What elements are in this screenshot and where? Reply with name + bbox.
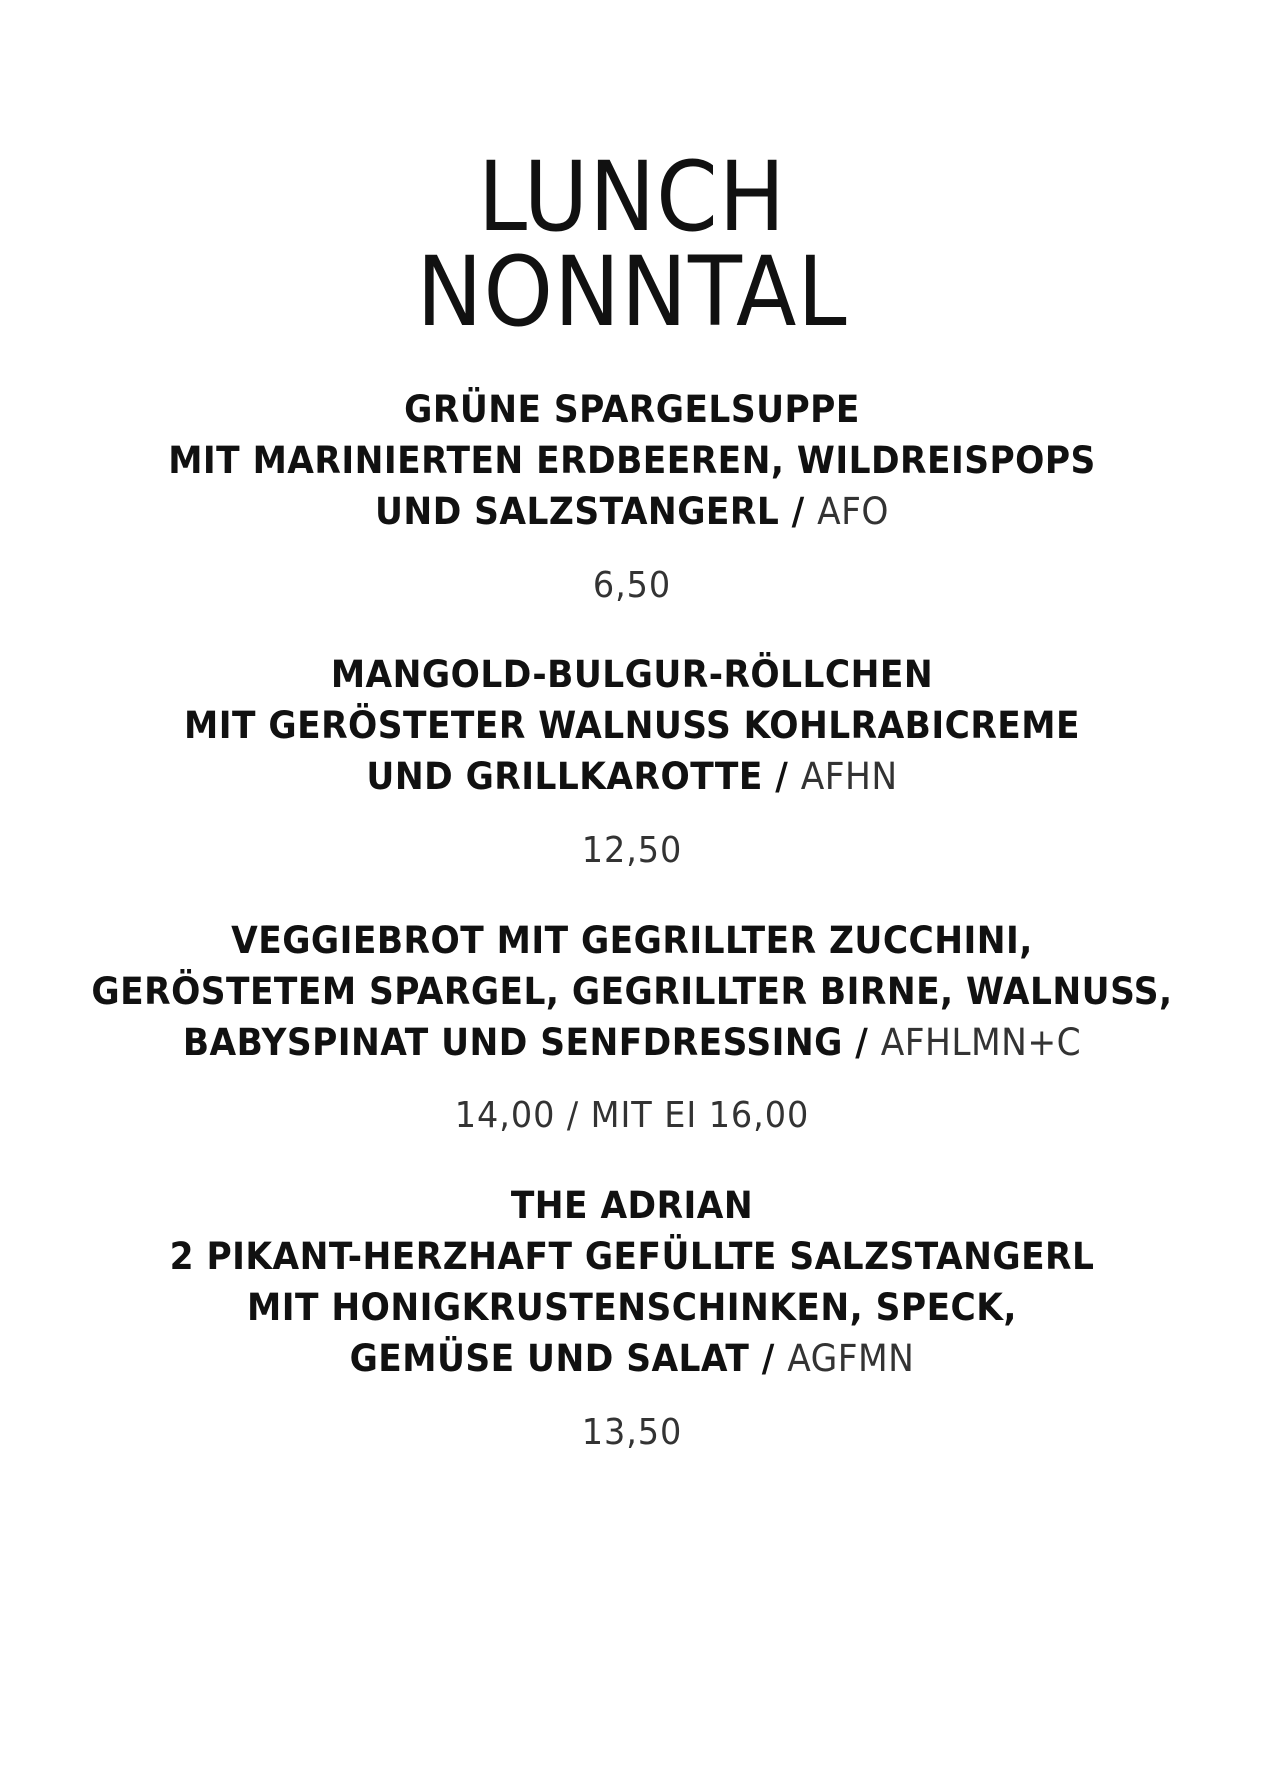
dish-3-price: 14,00 / MIT EI 16,00: [454, 1095, 810, 1136]
dish-4-line-1: THE ADRIAN: [510, 1184, 754, 1227]
dish-2-line-3: [44, 751, 1220, 802]
dish-2-last-line: UND GRILLKAROTTE /: [366, 755, 789, 798]
menu-item-dish-4: [0, 1180, 1264, 1384]
menu-item-dish-3: [0, 915, 1264, 1068]
dish-2-allergens: AFHN: [800, 755, 898, 798]
menu-title-line-2: NONNTAL: [416, 236, 848, 348]
dish-1-allergens: AFO: [817, 490, 889, 533]
dish-4-allergens: AGFMN: [787, 1337, 915, 1380]
menu-title-line-1: LUNCH: [477, 141, 787, 253]
dish-1-line-2: MIT MARINIERTEN ERDBEEREN, WILDREISPOPS: [168, 439, 1096, 482]
dish-3-line-1: VEGGIEBROT MIT GEGRILLTER ZUCCHINI,: [231, 919, 1033, 962]
dish-3-line-3: [44, 1017, 1220, 1068]
dish-2-line-2: MIT GERÖSTETER WALNUSS KOHLRABICREME: [184, 704, 1080, 747]
dish-2-line-1: MANGOLD-BULGUR-RÖLLCHEN: [330, 653, 934, 696]
menu-item-dish-2: [0, 649, 1264, 802]
dish-1-line-3: [44, 486, 1220, 537]
dish-3-line-2: GERÖSTETEM SPARGEL, GEGRILLTER BIRNE, WALNUSS,: [91, 970, 1173, 1013]
dish-4-last-line: GEMÜSE UND SALAT /: [349, 1337, 775, 1380]
dish-4-price: 13,50: [581, 1412, 683, 1453]
dish-1-price: 6,50: [592, 565, 672, 606]
dish-3-last-line: BABYSPINAT UND SENFDRESSING /: [182, 1021, 869, 1064]
dish-2-price: 12,50: [581, 830, 683, 871]
dish-4-line-2: 2 PIKANT-HERZHAFT GEFÜLLTE SALZSTANGERL: [169, 1235, 1095, 1278]
dish-4-line-4: [44, 1333, 1220, 1384]
dish-4-line-3: MIT HONIGKRUSTENSCHINKEN, SPECK,: [247, 1286, 1017, 1329]
dish-1-last-line: UND SALZSTANGERL /: [375, 490, 805, 533]
dish-1-line-1: GRÜNE SPARGELSUPPE: [404, 388, 860, 431]
menu-title: [51, 141, 1214, 348]
menu-item-dish-1: [0, 384, 1264, 537]
dish-3-allergens: AFHLMN+C: [880, 1021, 1082, 1064]
